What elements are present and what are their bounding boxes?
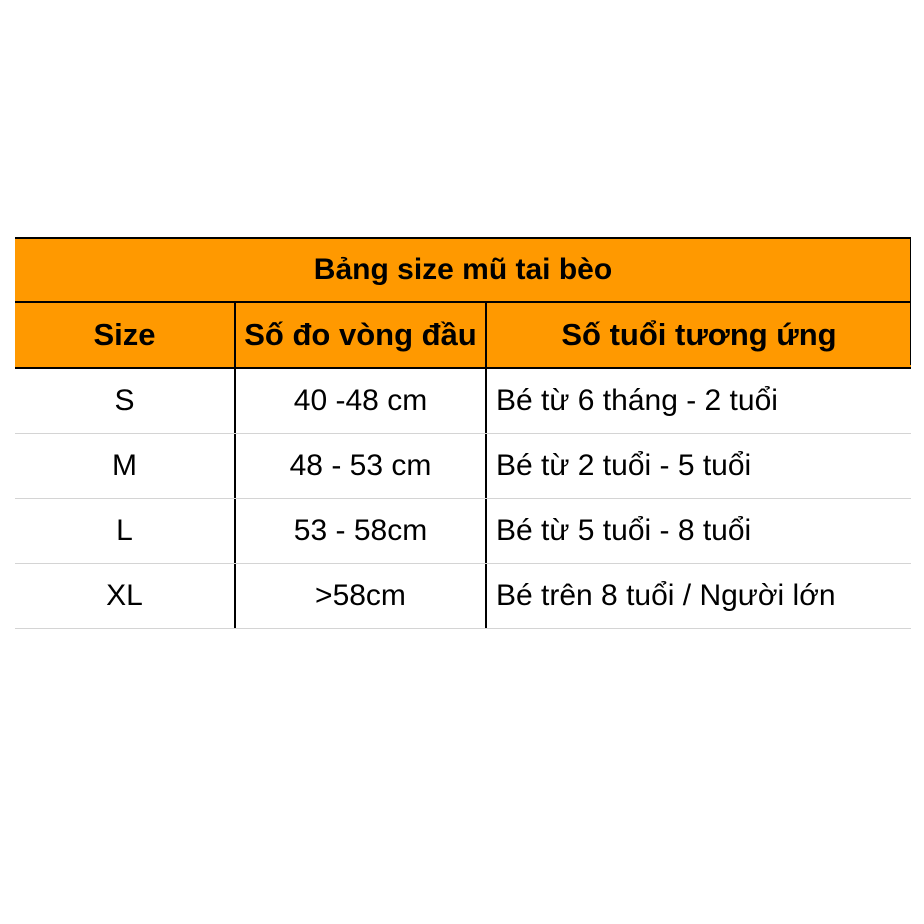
size-cell: XL [15, 564, 236, 628]
circumference-cell: 40 -48 cm [236, 369, 487, 433]
table-row [15, 434, 911, 499]
header-size: Size [15, 303, 236, 367]
circumference-cell: 48 - 53 cm [236, 434, 487, 498]
size-cell: S [15, 369, 236, 433]
circumference-cell: 53 - 58cm [236, 499, 487, 563]
age-cell: Bé từ 5 tuổi - 8 tuổi [496, 514, 752, 547]
table-row [15, 499, 911, 564]
age-cell: Bé từ 6 tháng - 2 tuổi [496, 384, 778, 417]
table-row [15, 564, 911, 629]
circumference-cell: >58cm [236, 564, 487, 628]
header-age: Số tuổi tương ứng [561, 317, 837, 352]
size-cell: L [15, 499, 236, 563]
size-cell: M [15, 434, 236, 498]
table-right-border [910, 237, 911, 365]
age-cell: Bé từ 2 tuổi - 5 tuổi [496, 449, 752, 482]
table-title: Bảng size mũ tai bèo [15, 237, 911, 303]
header-row [15, 303, 911, 369]
size-chart-table [15, 237, 911, 629]
header-head-circumference: Số đo vòng đầu [236, 303, 487, 367]
table-row [15, 369, 911, 434]
age-cell: Bé trên 8 tuổi / Người lớn [496, 579, 836, 612]
